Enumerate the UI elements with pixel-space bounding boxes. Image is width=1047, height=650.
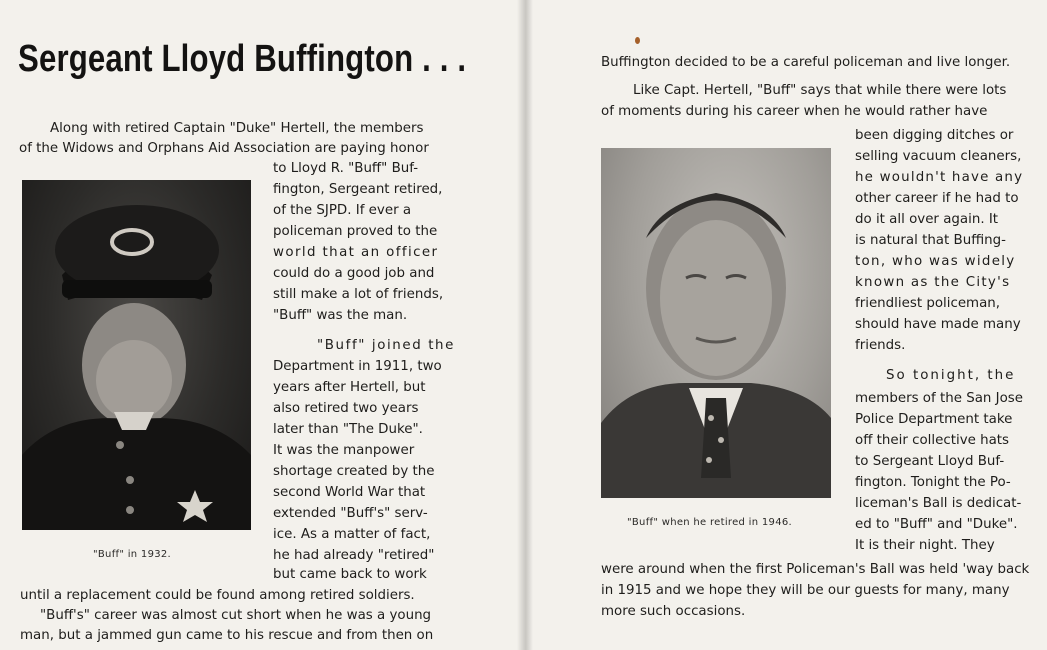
col2-line: ed to "Buff" and "Duke". xyxy=(855,517,1018,532)
page-headline: Sergeant Lloyd Buffington . . . xyxy=(18,38,467,80)
col1-line: still make a lot of friends, xyxy=(273,287,444,302)
caption-1932: "Buff" in 1932. xyxy=(93,549,172,560)
col1-line: policeman proved to the xyxy=(273,224,438,239)
photo-buff-1932 xyxy=(22,180,251,530)
col1-line: to Lloyd R. "Buff" Buf- xyxy=(273,161,419,176)
col2-line: off their collective hats xyxy=(855,433,1010,448)
col-line: friendliest policeman, xyxy=(855,296,1001,311)
col2-line: to Sergeant Lloyd Buf- xyxy=(855,454,1005,469)
intro-line-2: of the Widows and Orphans Aid Association are paying honor xyxy=(19,141,429,156)
col2-line: shortage created by the xyxy=(273,464,435,479)
col-line: he wouldn't have any xyxy=(855,170,1024,185)
ink-spot xyxy=(635,37,640,44)
col2-line: fington. Tonight the Po- xyxy=(855,475,1011,490)
col2-line: "Buff" joined the xyxy=(317,338,455,353)
col2-line: years after Hertell, but xyxy=(273,380,426,395)
col2-line: second World War that xyxy=(273,485,426,500)
col-line: friends. xyxy=(855,338,906,353)
top-line: of moments during his career when he would rather have xyxy=(601,104,988,119)
col-line: been digging ditches or xyxy=(855,128,1014,143)
col1-line: fington, Sergeant retired, xyxy=(273,182,443,197)
photo-buff-1946 xyxy=(601,148,831,498)
bottom-line: man, but a jammed gun came to his rescue and from then on xyxy=(20,628,434,643)
col2-line: members of the San Jose xyxy=(855,391,1024,406)
col1-line: world that an officer xyxy=(273,245,439,260)
col2-line: ice. As a matter of fact, xyxy=(273,527,431,542)
col-line: do it all over again. It xyxy=(855,212,999,227)
col2-line: It is their night. They xyxy=(855,538,995,553)
col2-line: later than "The Duke". xyxy=(273,422,423,437)
intro-line-1: Along with retired Captain "Duke" Hertell, the members xyxy=(50,121,424,136)
col2-line: So tonight, the xyxy=(886,368,1016,383)
col-line: other career if he had to xyxy=(855,191,1019,206)
portrait-1946-illustration xyxy=(601,148,831,498)
bottom-line: were around when the first Policeman's Ball was held 'way back xyxy=(601,562,1030,577)
page-gutter xyxy=(517,0,533,650)
col2-line: It was the manpower xyxy=(273,443,415,458)
col1-line: of the SJPD. If ever a xyxy=(273,203,412,218)
col1-line: could do a good job and xyxy=(273,266,435,281)
col-line: ton, who was widely xyxy=(855,254,1016,269)
col2-line: Police Department take xyxy=(855,412,1013,427)
col-line: selling vacuum cleaners, xyxy=(855,149,1022,164)
col-line: should have made many xyxy=(855,317,1021,332)
col2-line: Department in 1911, two xyxy=(273,359,442,374)
col1-line: "Buff" was the man. xyxy=(273,308,408,323)
bottom-line: "Buff's" career was almost cut short when he was a young xyxy=(40,608,432,623)
portrait-1932-illustration xyxy=(22,180,251,530)
col2-line: he had already "retired" xyxy=(273,548,435,563)
bottom-line: in 1915 and we hope they will be our guests for many, many xyxy=(601,583,1010,598)
bottom-line: until a replacement could be found among retired soldiers. xyxy=(20,588,415,603)
col2-line: extended "Buff's" serv- xyxy=(273,506,428,521)
top-line: Buffington decided to be a careful policeman and live longer. xyxy=(601,55,1011,70)
col-line: is natural that Buffing- xyxy=(855,233,1006,248)
caption-1946: "Buff" when he retired in 1946. xyxy=(627,517,793,528)
bottom-line: more such occasions. xyxy=(601,604,746,619)
col2-line: but came back to work xyxy=(273,567,427,582)
top-line: Like Capt. Hertell, "Buff" says that while there were lots xyxy=(633,83,1007,98)
col2-line: liceman's Ball is dedicat- xyxy=(855,496,1022,511)
col2-line: also retired two years xyxy=(273,401,419,416)
col-line: known as the City's xyxy=(855,275,1011,290)
